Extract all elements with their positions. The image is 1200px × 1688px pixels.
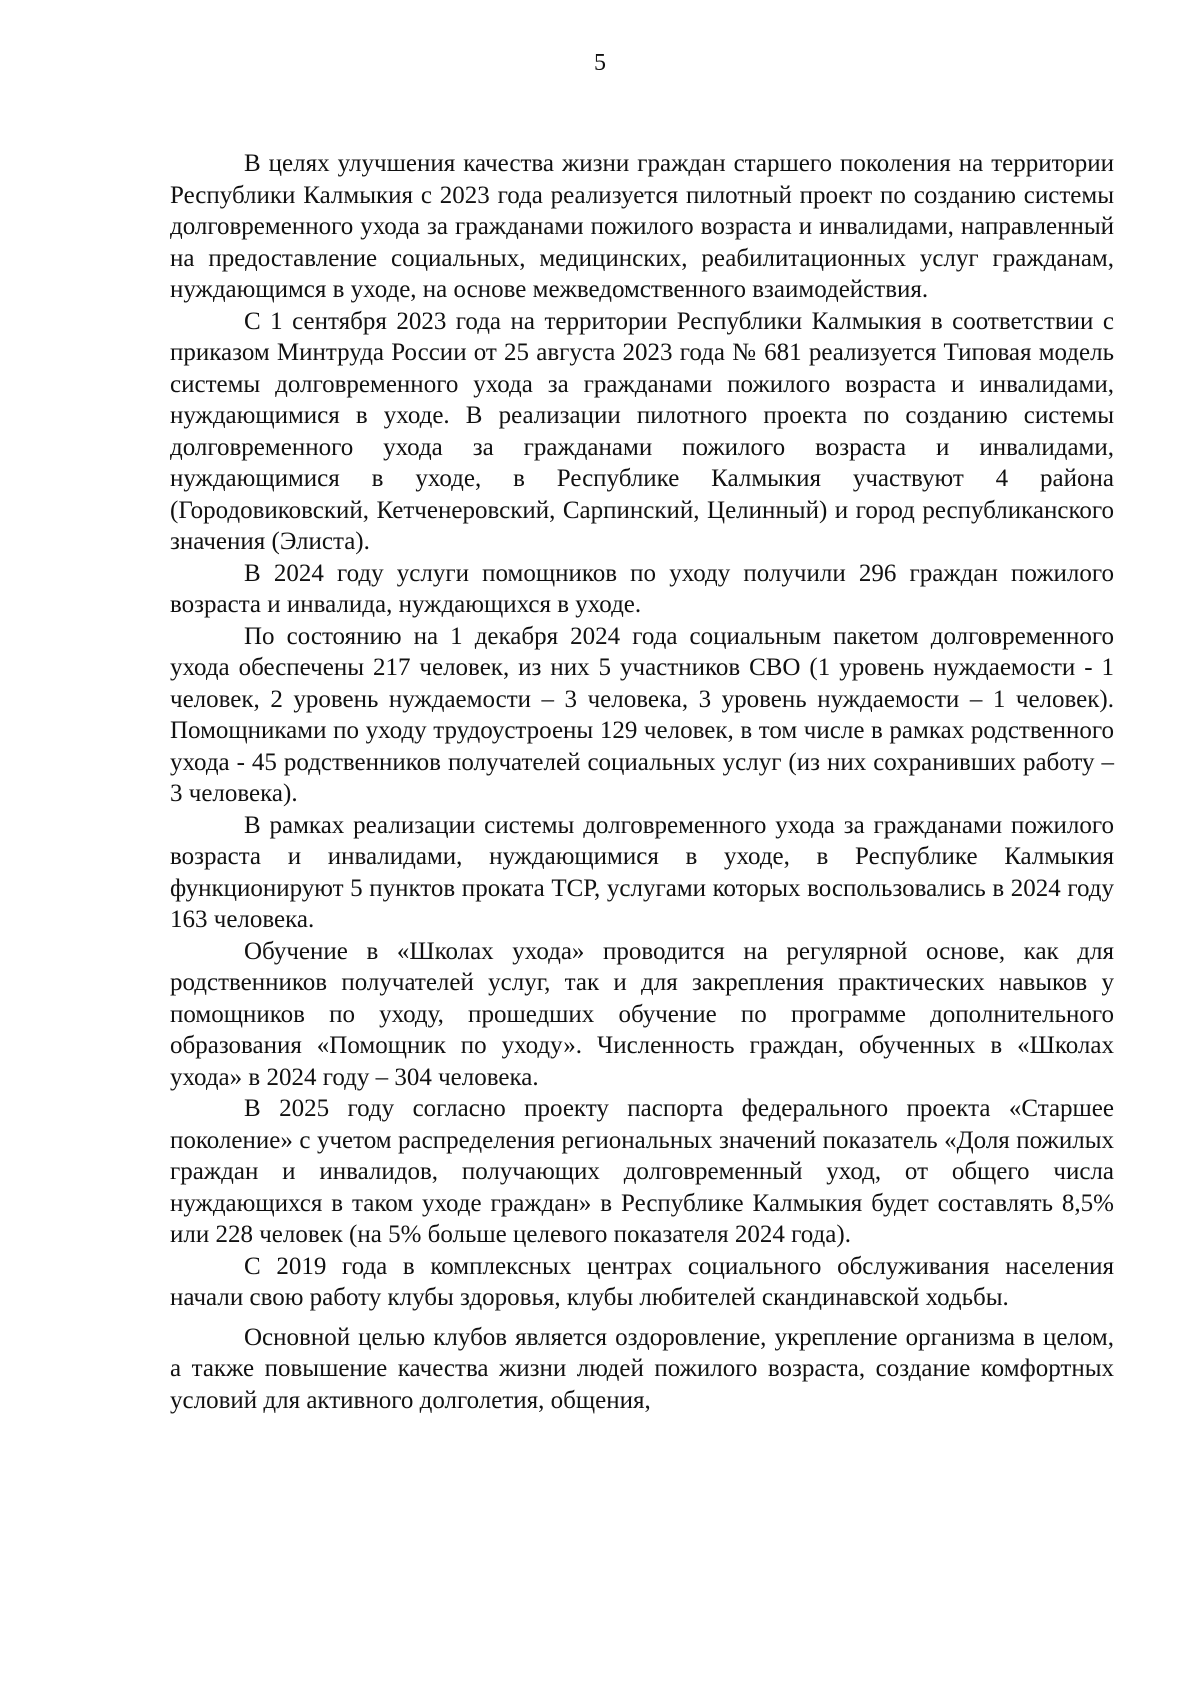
document-body	[170, 148, 1114, 1416]
paragraph-typical-model: С 1 сентября 2023 года на территории Республики Калмыкия в соответствии с приказом Минтруда России от 25 августа 2023 года № 681 реализуется Типовая модель системы долговременного ухода за гражданами пожилого возраста и инвалидами, нуждающимися в уходе. В реализации пилотного проекта по созданию системы долговременного ухода за гражданами пожилого возраста и инвалидами, нуждающимися в уходе, в Республике Калмыкия участвуют 4 района (Городовиковский, Кетченеровский, Сарпинский, Целинный) и город республиканского значения (Элиста).	[170, 307, 1114, 555]
paragraph-health-clubs: С 2019 года в комплексных центрах социального обслуживания населения начали свою работу клубы здоровья, клубы любителей скандинавской ходьбы.	[170, 1252, 1114, 1311]
paragraph-federal-project-2025: В 2025 году согласно проекту паспорта федерального проекта «Старшее поколение» с учетом распределения региональных значений показатель «Доля пожилых граждан и инвалидов, получающих долговременный уход, от общего числа нуждающихся в таком уходе граждан» в Республике Калмыкия будет составлять 8,5% или 228 человек (на 5% больше целевого показателя 2024 года).	[170, 1095, 1114, 1248]
paragraph-clubs-goal: Основной целью клубов является оздоровление, укрепление организма в целом, а также повышение качества жизни людей пожилого возраста, создание комфортных условий для активного долголетия, общения,	[170, 1323, 1114, 1414]
page-number: 5	[594, 50, 606, 76]
paragraph-rental-points: В рамках реализации системы долговременного ухода за гражданами пожилого возраста и инвалидами, нуждающимися в уходе, в Республике Калмыкия функционируют 5 пунктов проката ТСР, услугами которых воспользовались в 2024 году 163 человека.	[170, 811, 1114, 933]
paragraph-ltc-pilot-project: В целях улучшения качества жизни граждан старшего поколения на территории Республики Калмыкия с 2023 года реализуется пилотный проект по созданию системы долговременного ухода за гражданами пожилого возраста и инвалидами, направленный на предоставление социальных, медицинских, реабилитационных услуг гражданам, нуждающимся в уходе, на основе межведомственного взаимодействия.	[170, 150, 1114, 303]
paragraph-social-package: По состоянию на 1 декабря 2024 года социальным пакетом долговременного ухода обеспечены 217 человек, из них 5 участников СВО (1 уровень нуждаемости - 1 человек, 2 уровень нуждаемости – 3 человека, 3 уровень нуждаемости – 1 человек). Помощниками по уходу трудоустроены 129 человек, в том числе в рамках родственного ухода - 45 родственников получателей социальных услуг (из них сохранивших работу – 3 человека).	[170, 622, 1114, 807]
paragraph-care-assistants-2024: В 2024 году услуги помощников по уходу получили 296 граждан пожилого возраста и инвалида, нуждающихся в уходе.	[170, 559, 1114, 618]
paragraph-care-schools: Обучение в «Школах ухода» проводится на регулярной основе, как для родственников получателей услуг, так и для закрепления практических навыков у помощников по уходу, прошедших обучение по программе дополнительного образования «Помощник по уходу». Численность граждан, обученных в «Школах ухода» в 2024 году – 304 человека.	[170, 937, 1114, 1091]
